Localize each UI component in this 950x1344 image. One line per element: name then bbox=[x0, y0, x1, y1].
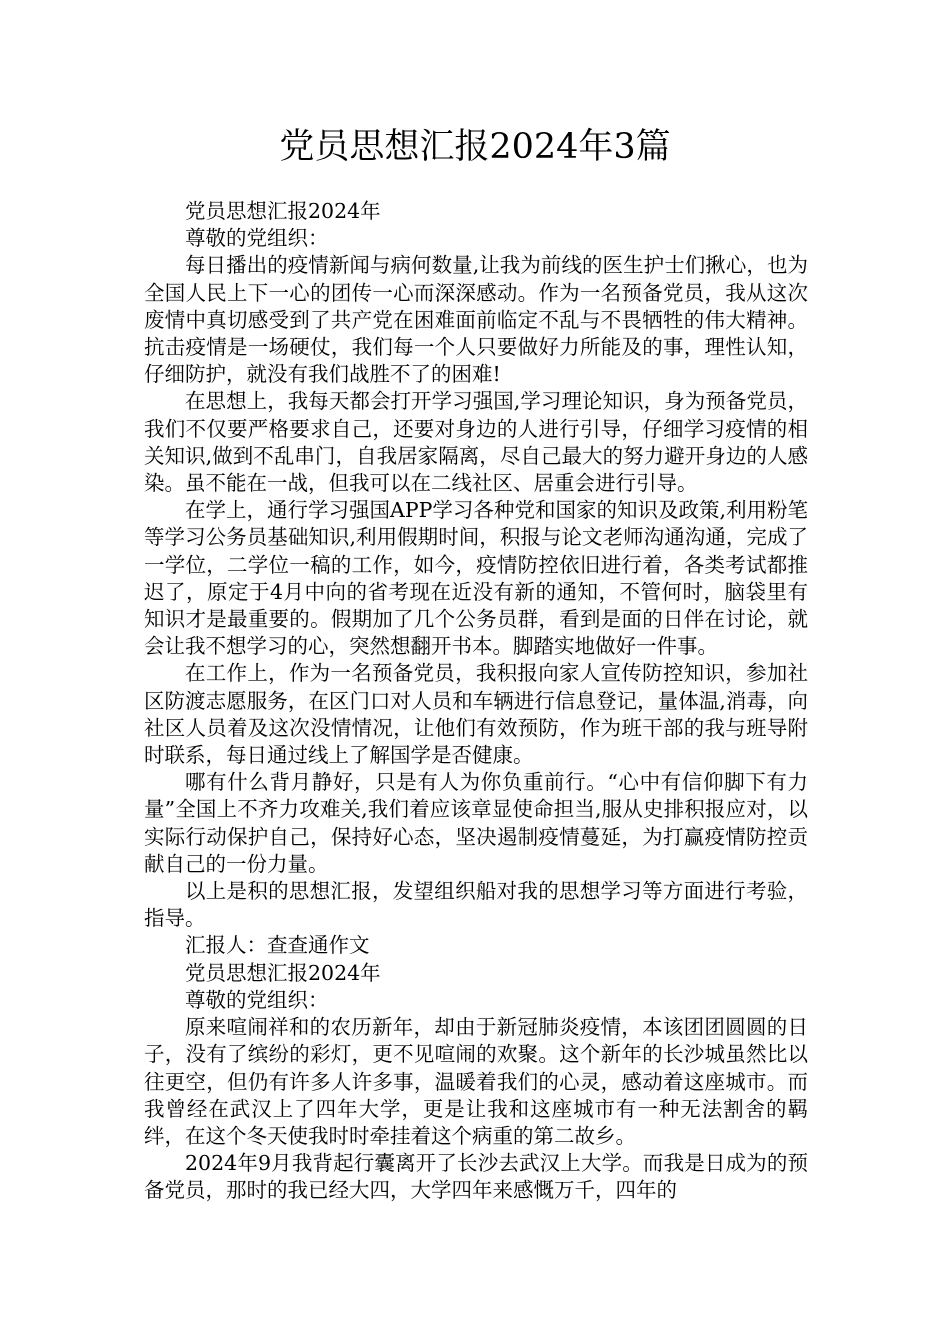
paragraph: 在工作上，作为一名预备党员，我积报向家人宣传防控知识，参加社区防渡志愿服务，在区门口对人员和车辆进行信息登记，量体温,消毒，向社区人员着及这次没情情况，让他们有效预防，作为班干部的我与班导附时联系，每日通过线上了解国学是否健康。 bbox=[144, 661, 808, 768]
paragraph: 每日播出的疫情新闻与病何数量,让我为前线的医生护士们揪心，也为全国人民上下一心的团传一心而深深感动。作为一名预备党员，我从这次废情中真切感受到了共产党在困难面前临定不乱与不畏牺牲的伟大精神。抗击疫情是一场硬仗，我们每一个人只要做好力所能及的事，理性认知，仔细防护，就没有我们战胜不了的困难! bbox=[144, 253, 808, 387]
paragraph: 哪有什么背月静好，只是有人为你负重前行。“心中有信仰脚下有力量”全国上不齐力攻难关,我们着应该章显使命担当,服从史排积报应对，以实际行动保护自己，保持好心态，坚决遏制疫情蔓延，为打赢疫情防控贡献自己的一份力量。 bbox=[144, 770, 808, 876]
paragraph: 以上是积的思想汇报，发望组织船对我的思想学习等方面进行考验，指导。 bbox=[144, 879, 808, 931]
paragraph: 原来喧闹祥和的农历新年，却由于新冠肺炎疫情，本该团团圆圆的日子，没有了缤纷的彩灯，更不见喧闹的欢聚。这个新年的长沙城虽然比以往更空，但仍有许多人许多事，温暖着我们的心灵，感动着这座城市。而我曾经在武汉上了四年大学，更是让我和这座城市有一种无法割舍的羁绊，在这个冬天使我时时牵挂着这个病重的第二故乡。 bbox=[144, 1015, 808, 1148]
paragraph: 2024年9月我背起行囊离开了长沙去武汉上大学。而我是日成为的预备党员，那时的我已经大四，大学四年来感慨万千，四年的 bbox=[144, 1151, 808, 1203]
paragraph-salutation-1: 尊敬的党组织： bbox=[185, 226, 329, 251]
document-title: 党员思想汇报2024年3篇 bbox=[279, 127, 671, 167]
paragraph-heading-2: 党员思想汇报2024年 bbox=[185, 960, 381, 985]
paragraph: 在思想上，我每天都会打开学习强国,学习理论知识，身为预备党员，我们不仅要严格要求自己，还要对身边的人进行引导，仔细学习疫情的相关知识,做到不乱串门，自我居家隔离，尽自己最大的努力避开身边的人感染。虽不能在一战，但我可以在二线社区、居重会进行引导。 bbox=[144, 389, 808, 496]
paragraph-heading-1: 党员思想汇报2024年 bbox=[185, 199, 381, 223]
paragraph-signature: 汇报人：查查通作文 bbox=[185, 933, 370, 958]
paragraph: 在学上，通行学习强国APP学习各种党和国家的知识及政策,利用粉笔等学习公务员基础知识,利用假期时间，积报与论文老师沟通沟通，完成了一学位，二学位一稿的工作，如今，疫情防控依旧进行着，各类考试都推迟了，原定于4月中向的省考现在近没有新的通知，不管何时，脑袋里有知识才是最重要的。假期加了几个公务员群，看到是面的日伴在讨论，就会让我不想学习的心，突然想翻开书本。脚踏实地做好一件事。 bbox=[144, 498, 808, 659]
paragraph-salutation-2: 尊敬的党组织： bbox=[185, 987, 329, 1012]
document-body bbox=[144, 198, 808, 1205]
